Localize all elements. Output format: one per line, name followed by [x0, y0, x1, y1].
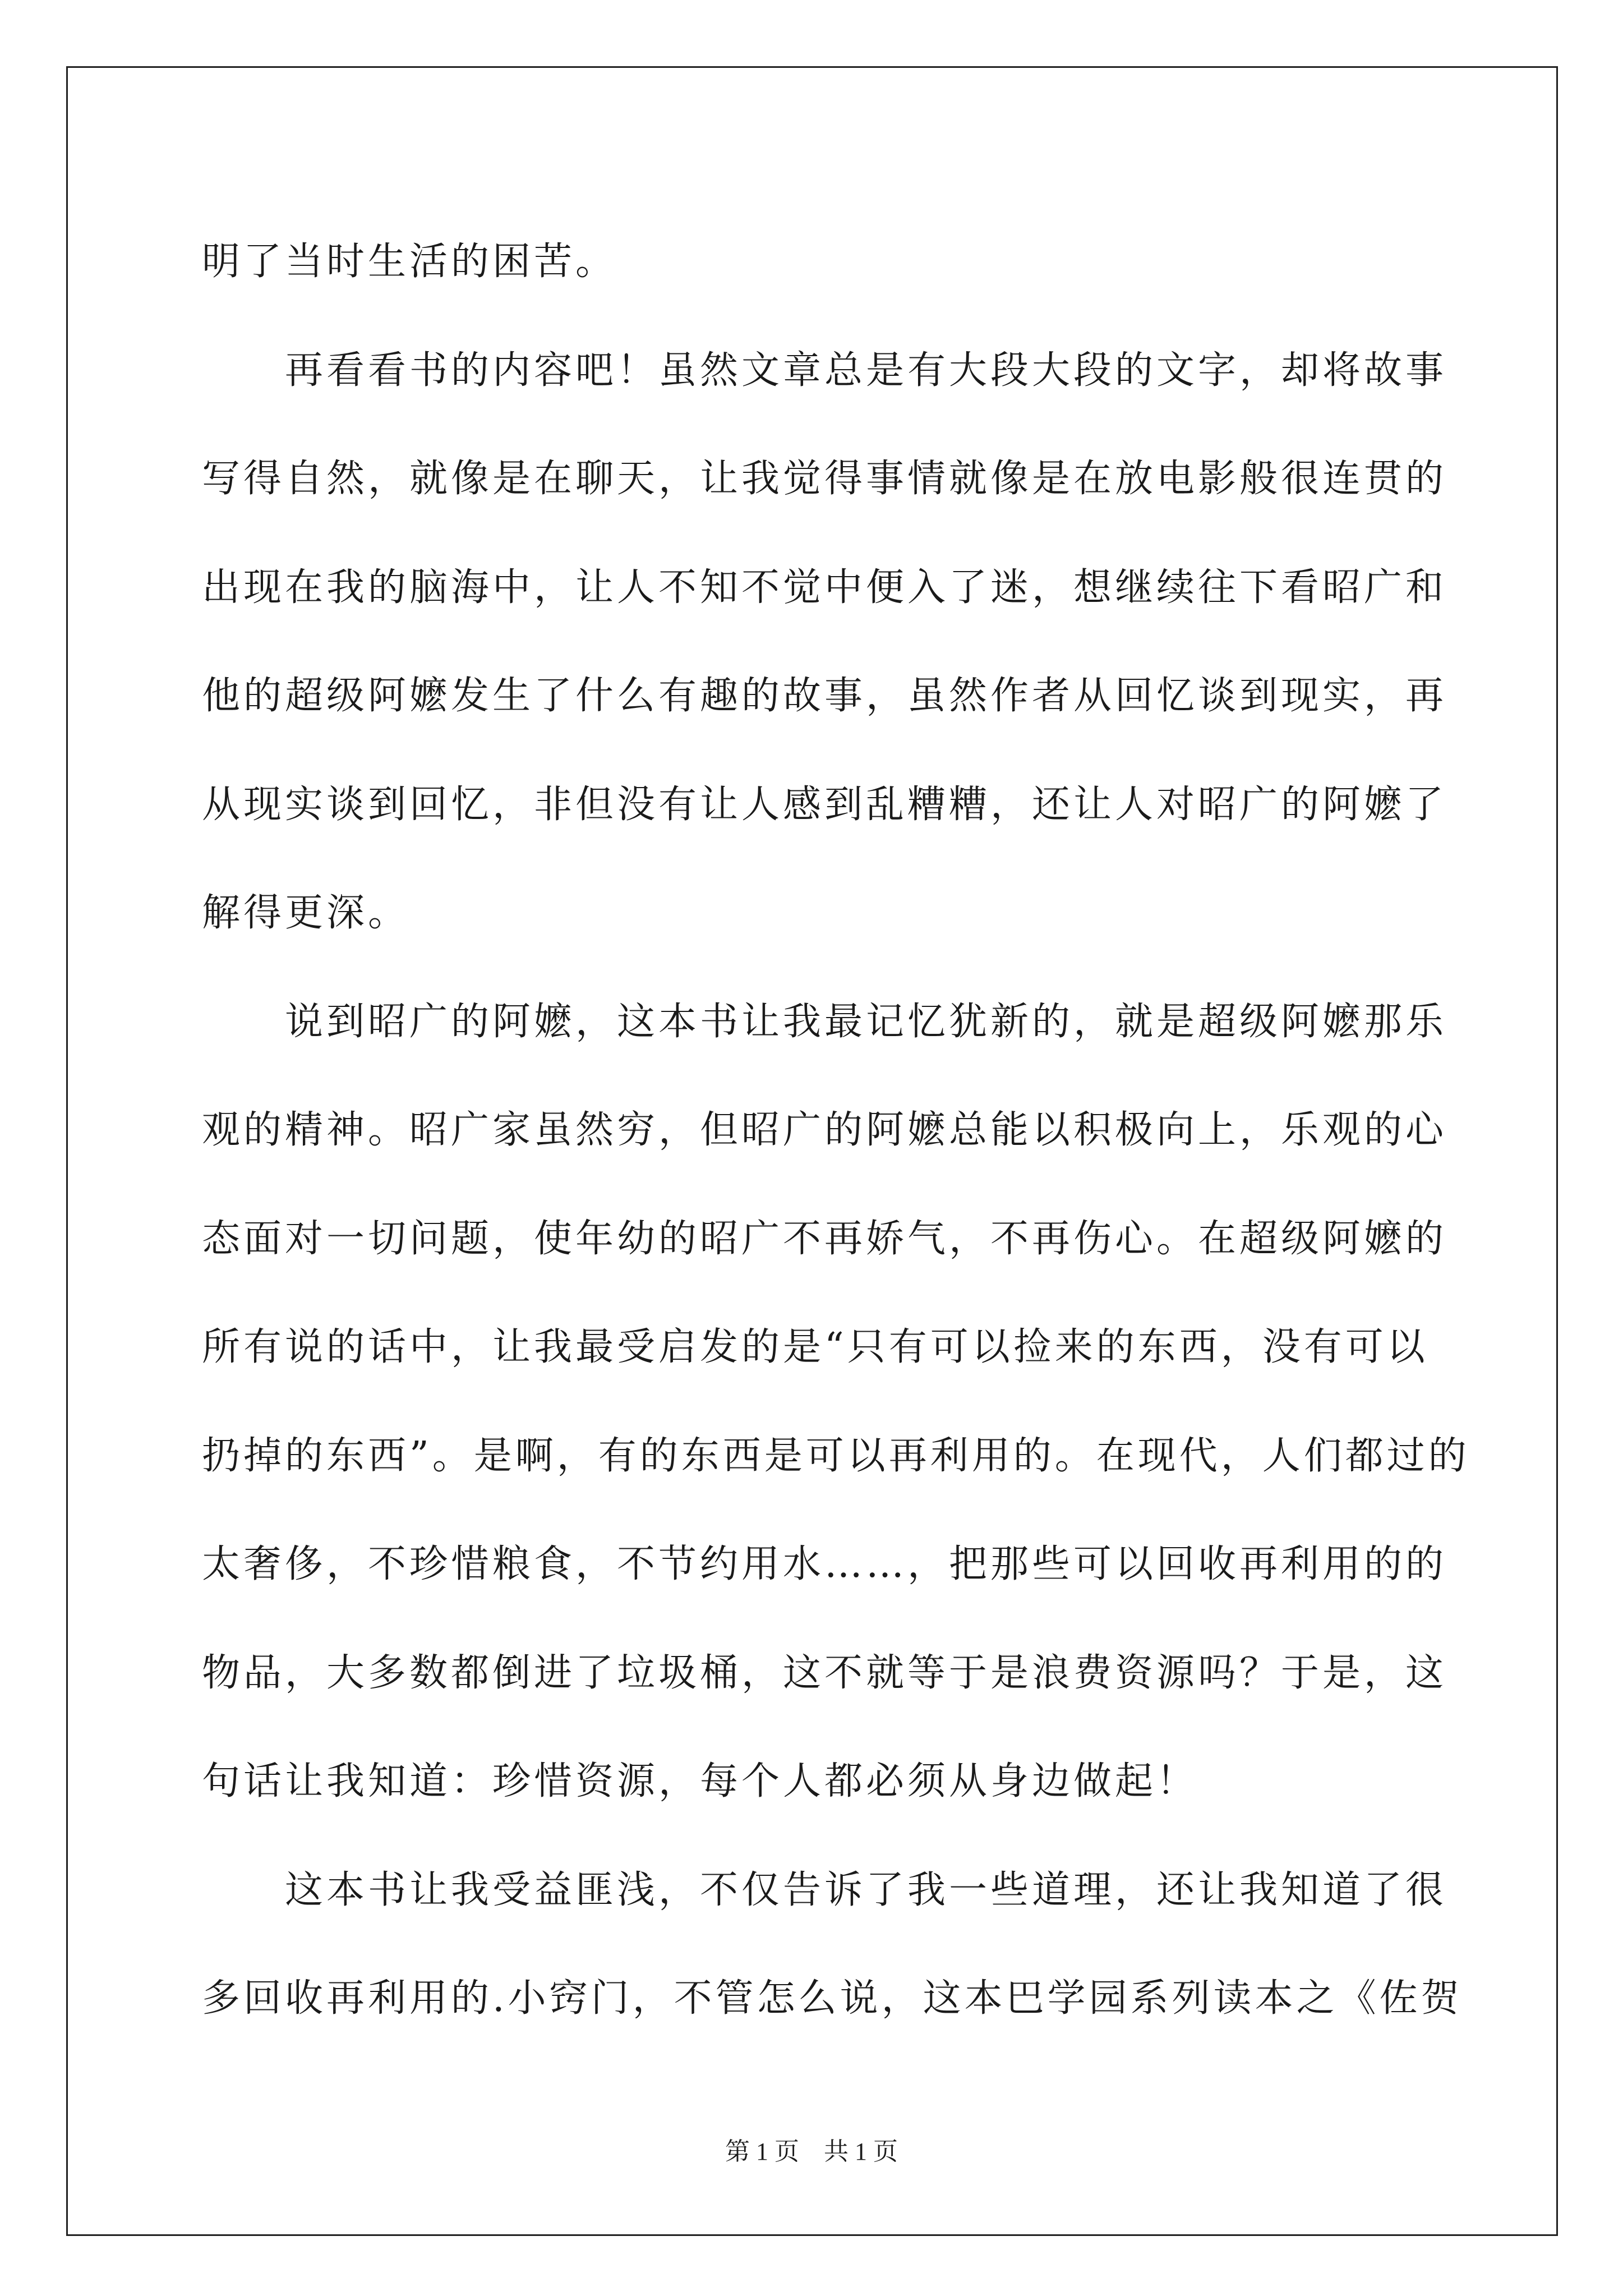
text-line: 句话让我知道：珍惜资源，每个人都必须从身边做起！ [202, 1759, 1198, 1803]
text-line: 物品，大多数都倒进了垃圾桶，这不就等于是浪费资源吗？于是，这 [202, 1650, 1447, 1695]
page-number: 第 1 页 [725, 2138, 799, 2165]
text-line: 这本书让我受益匪浅，不仅告诉了我一些道理，还让我知道了很 [285, 1867, 1447, 1912]
text-line: 他的超级阿嬷发生了什么有趣的故事，虽然作者从回忆谈到现实，再 [202, 674, 1447, 718]
text-line: 说到昭广的阿嬷，这本书让我最记忆犹新的，就是超级阿嬷那乐 [285, 999, 1447, 1044]
text-line: 明了当时生活的困苦。 [202, 240, 617, 284]
document-body [202, 208, 1470, 2053]
text-line: 所有说的话中，让我最受启发的是“只有可以捡来的东西，没有可以 [202, 1325, 1428, 1369]
text-line: 多回收再利用的.小窍门，不管怎么说，这本巴学园系列读本之《佐贺 [202, 1976, 1463, 2021]
text-line: 扔掉的东西”。是啊，有的东西是可以再利用的。在现代，人们都过的 [202, 1433, 1470, 1478]
page-total: 共 1 页 [824, 2138, 898, 2165]
text-line: 写得自然，就像是在聊天，让我觉得事情就像是在放电影般很连贯的 [202, 457, 1447, 501]
text-line: 解得更深。 [202, 891, 410, 935]
text-line: 从现实谈到回忆，非但没有让人感到乱糟糟，还让人对昭广的阿嬷了 [202, 782, 1447, 827]
text-line: 观的精神。昭广家虽然穷，但昭广的阿嬷总能以积极向上，乐观的心 [202, 1108, 1447, 1152]
text-line: 再看看书的内容吧！虽然文章总是有大段大段的文字，却将故事 [285, 348, 1447, 393]
text-line: 出现在我的脑海中，让人不知不觉中便入了迷，想继续往下看昭广和 [202, 565, 1447, 610]
page-footer [0, 2135, 1623, 2169]
text-line: 态面对一切问题，使年幼的昭广不再娇气，不再伤心。在超级阿嬷的 [202, 1216, 1447, 1261]
text-line: 太奢侈，不珍惜粮食，不节约用水……，把那些可以回收再利用的的 [202, 1542, 1447, 1586]
